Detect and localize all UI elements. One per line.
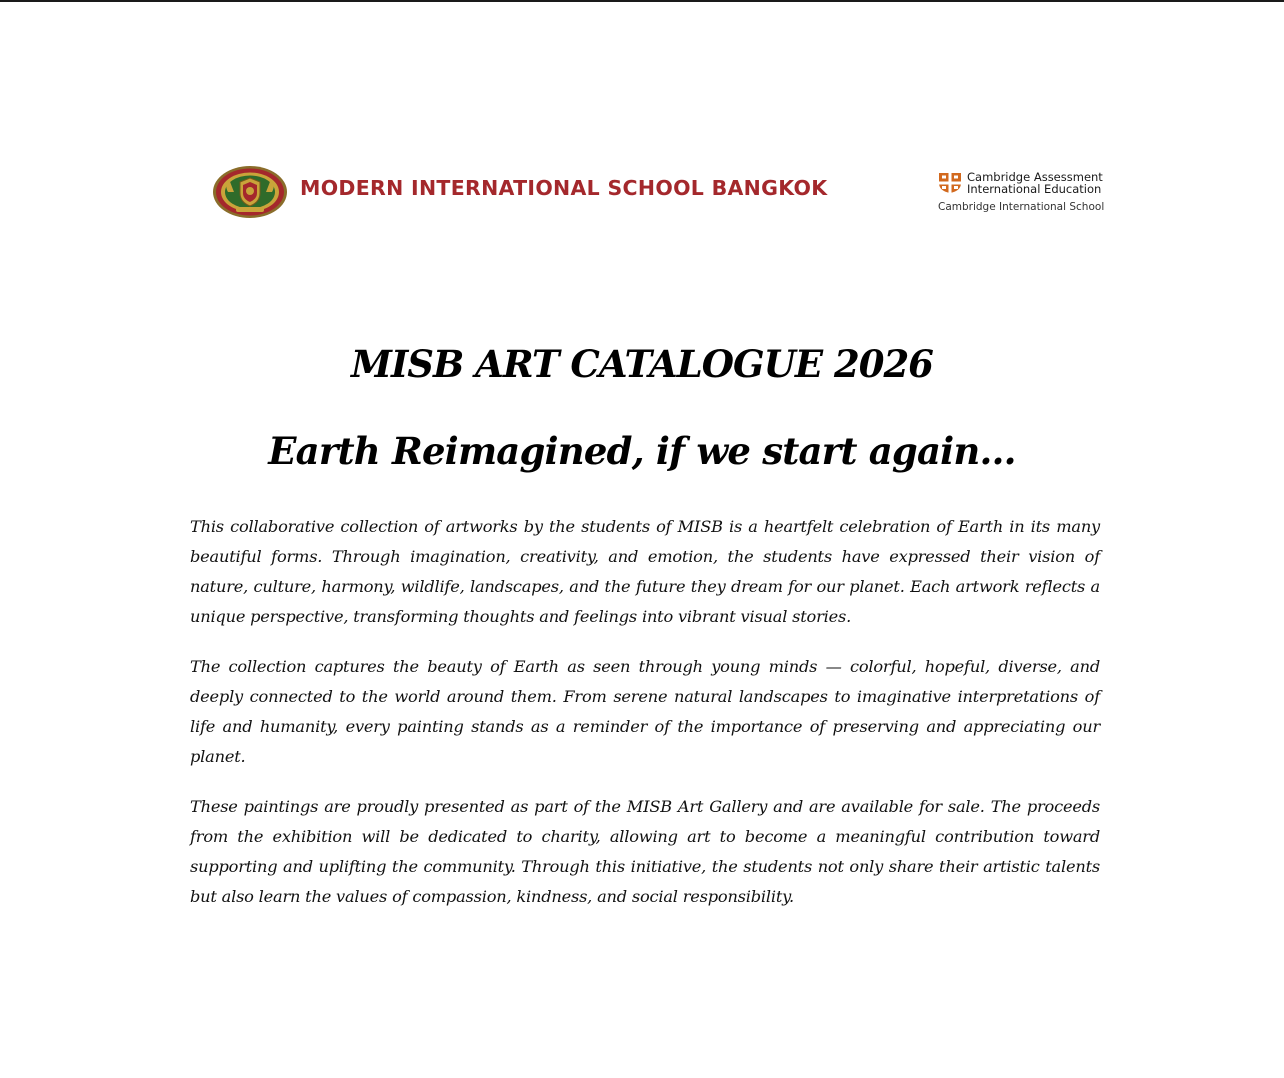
catalogue-subtitle: Earth Reimagined, if we start again… <box>268 429 1016 473</box>
top-border-line <box>0 0 1284 2</box>
catalogue-title: MISB ART CATALOGUE 2026 <box>351 342 933 386</box>
cambridge-line-3: Cambridge International School <box>938 201 1105 213</box>
document-header <box>212 163 1122 223</box>
cambridge-line-2: International Education <box>967 182 1102 196</box>
paragraph-2: The collection captures the beauty of Earth as seen through young minds — colorful, hopeful, diverse, and deeply connected to the world around them. From serene natural landscapes to imaginative interpretations of life and humanity, every painting stands as a reminder of the importance of preserving and appreciating our planet. <box>190 657 1100 766</box>
cambridge-line-1: Cambridge Assessment <box>967 170 1103 184</box>
school-crest-icon <box>212 165 288 219</box>
body-text <box>190 512 1100 932</box>
paragraph-1: This collaborative collection of artworks by the students of MISB is a heartfelt celebration of Earth in its many beautiful forms. Through imagination, creativity, and emotion, the students have expressed their vision of nature, culture, harmony, wildlife, landscapes, and the future they dream for our planet. Each artwork reflects a unique perspective, transforming thoughts and feelings into vibrant visual stories. <box>190 517 1100 626</box>
cambridge-shield-icon <box>938 172 962 194</box>
cambridge-logo <box>938 171 1122 215</box>
school-name: MODERN INTERNATIONAL SCHOOL BANGKOK <box>300 176 828 200</box>
paragraph-3: These paintings are proudly presented as part of the MISB Art Gallery and are available for sale. The proceeds from the exhibition will be dedicated to charity, allowing art to become a meaningful contribution toward supporting and uplifting the community. Through this initiative, the students not only share their artistic talents but also learn the values of compassion, kindness, and social responsibility. <box>190 797 1100 906</box>
